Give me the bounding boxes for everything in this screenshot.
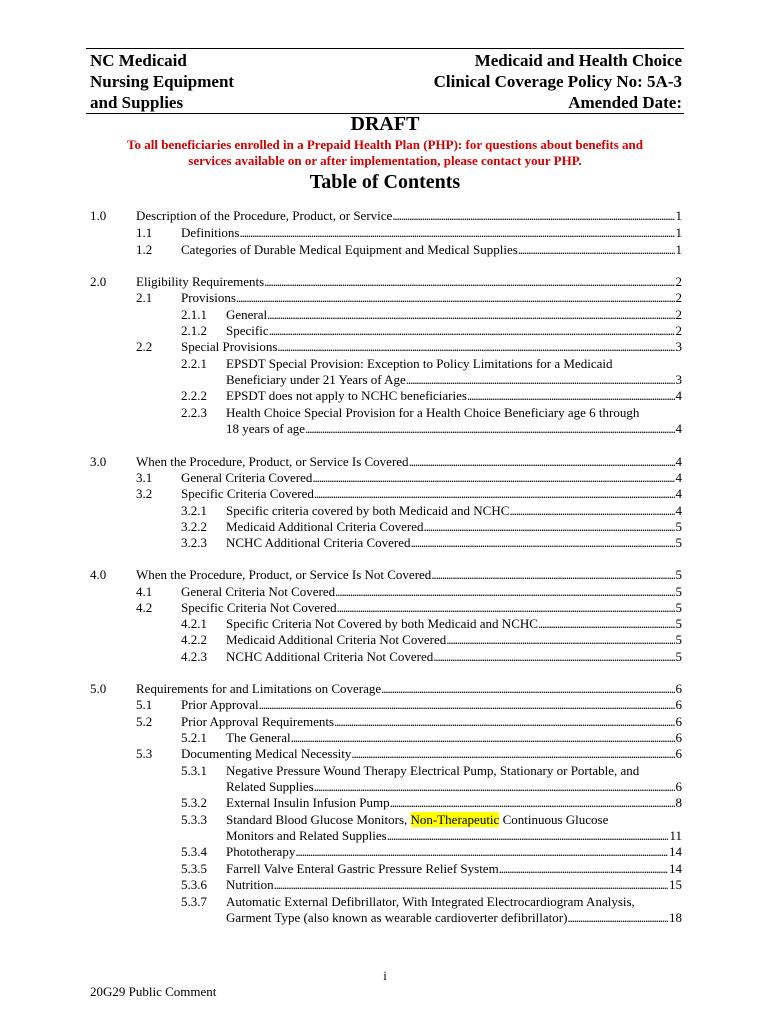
toc-title-text: Provisions <box>181 290 236 305</box>
toc-number: 5.3.7 <box>181 894 207 909</box>
toc-title: Table of Contents <box>309 171 461 193</box>
toc-entry-5-3-1-cont[interactable] <box>90 779 682 795</box>
toc-number: 2.2 <box>136 339 153 354</box>
toc-title-text: Specific criteria covered by both Medicaid and NCHC <box>226 503 510 518</box>
toc-entry-2-1[interactable] <box>90 290 682 306</box>
toc-leader <box>538 616 675 632</box>
toc-entry-2-2-3-cont[interactable] <box>90 421 682 437</box>
toc-title-text: Specific Criteria Not Covered by both Medicaid and NCHC <box>226 616 538 631</box>
toc-entry-2-2-2[interactable] <box>90 388 682 404</box>
toc-page: 1 <box>675 208 682 223</box>
toc-leader <box>567 910 668 926</box>
toc-page: 6 <box>675 779 682 794</box>
header-right-line: Medicaid and Health Choice <box>474 51 682 70</box>
toc-leader <box>467 388 675 404</box>
toc-entry-2-2-3[interactable] <box>90 405 682 421</box>
toc-number: 3.2 <box>136 486 153 501</box>
toc-title-text: EPSDT Special Provision: Exception to Policy Limitations for a Medicaid <box>226 356 613 371</box>
toc-title-text: Beneficiary under 21 Years of Age <box>226 372 406 387</box>
toc-leader <box>351 746 674 762</box>
toc-page: 4 <box>675 388 682 403</box>
header-left-line: NC Medicaid <box>90 51 187 70</box>
toc-page: 6 <box>675 697 682 712</box>
toc-number: 4.2.3 <box>181 649 207 664</box>
notice-line: services available on or after implementation, please contact your PHP. <box>188 153 582 168</box>
toc-leader <box>295 844 668 860</box>
toc-title-text: Garment Type (also known as wearable cardioverter defibrillator) <box>226 910 568 925</box>
toc-page: 18 <box>669 910 682 925</box>
toc-leader <box>305 421 674 437</box>
toc-entry-2-0[interactable] <box>90 274 682 290</box>
toc-leader <box>269 323 675 339</box>
toc-number: 2.2.1 <box>181 356 207 371</box>
toc-leader <box>409 454 675 470</box>
toc-page: 4 <box>675 421 682 436</box>
toc-entry-5-1[interactable] <box>90 697 682 713</box>
toc-page: 5 <box>675 584 682 599</box>
toc-entry-4-0[interactable] <box>90 567 682 583</box>
toc-entry-4-2-1[interactable] <box>90 616 682 632</box>
toc-entry-5-2[interactable] <box>90 714 682 730</box>
header-right <box>434 50 682 113</box>
footer-page-number: i <box>383 968 387 983</box>
header-right-line: Amended Date: <box>568 93 682 112</box>
toc-title-text: Health Choice Special Provision for a Health Choice Beneficiary age 6 through <box>226 405 640 420</box>
toc-number: 5.2 <box>136 714 153 729</box>
toc-title-text <box>226 812 608 828</box>
toc-page: 1 <box>675 242 682 257</box>
toc-entry-4-2-3[interactable] <box>90 649 682 665</box>
toc-number: 2.1.1 <box>181 307 207 322</box>
toc-number: 1.1 <box>136 225 153 240</box>
draft-label: DRAFT <box>350 113 420 135</box>
php-notice <box>90 137 680 169</box>
toc-number: 3.1 <box>136 470 153 485</box>
toc-number: 5.2.1 <box>181 730 207 745</box>
toc-title-text: Medicaid Additional Criteria Covered <box>226 519 424 534</box>
toc-title-text: Automatic External Defibrillator, With Integrated Electrocardiogram Analysis, <box>226 894 635 909</box>
toc-leader <box>387 828 669 844</box>
toc-title-text: 18 years of age <box>226 421 306 436</box>
toc-leader <box>390 795 675 811</box>
toc-leader <box>518 242 675 258</box>
toc-title-text: Negative Pressure Wound Therapy Electrical Pump, Stationary or Portable, and <box>226 763 640 778</box>
toc-leader <box>431 567 674 583</box>
notice-line: To all beneficiaries enrolled in a Prepaid Health Plan (PHP): for questions about benefits and <box>127 137 643 152</box>
toc-title-text: Specific Criteria Covered <box>181 486 314 501</box>
header-left-line: and Supplies <box>90 93 184 112</box>
toc-page: 11 <box>669 828 682 843</box>
toc-page: 2 <box>675 274 682 289</box>
toc-number: 4.2 <box>136 600 153 615</box>
toc-leader <box>314 486 675 502</box>
toc-page: 5 <box>675 632 682 647</box>
toc-entry-5-3-6[interactable] <box>90 877 682 893</box>
toc-leader <box>240 225 675 241</box>
toc-page: 14 <box>669 844 682 859</box>
toc-leader <box>446 632 674 648</box>
toc-title-text: Related Supplies <box>226 779 314 794</box>
toc-title-part: Continuous Glucose <box>499 812 609 827</box>
toc-title-text: EPSDT does not apply to NCHC beneficiaries <box>226 388 467 403</box>
toc-page: 2 <box>675 323 682 338</box>
toc-title-text: Prior Approval <box>181 697 259 712</box>
toc-number: 2.0 <box>90 274 107 289</box>
toc-entry-5-3-5[interactable] <box>90 861 682 877</box>
toc-title-text: Requirements for and Limitations on Coverage <box>136 681 382 696</box>
toc-number: 5.3.3 <box>181 812 207 827</box>
toc-title-text: Special Provisions <box>181 339 278 354</box>
header-left <box>90 50 234 113</box>
footer-document-id: 20G29 Public Comment <box>90 984 217 999</box>
toc-page: 6 <box>675 730 682 745</box>
toc-number: 3.0 <box>90 454 107 469</box>
toc-title-text: Categories of Durable Medical Equipment and Medical Supplies <box>181 242 518 257</box>
toc-number: 5.3 <box>136 746 153 761</box>
toc-title-text: The General <box>226 730 291 745</box>
toc-title-part: Standard Blood Glucose Monitors, <box>226 812 411 827</box>
toc-title-text: When the Procedure, Product, or Service Is Not Covered <box>136 567 432 582</box>
toc-entry-5-3-2[interactable] <box>90 795 682 811</box>
toc-entry-2-1-1[interactable] <box>90 307 682 323</box>
toc-entry-4-1[interactable] <box>90 584 682 600</box>
toc-title-text: NCHC Additional Criteria Not Covered <box>226 649 434 664</box>
toc-page: 15 <box>669 877 682 892</box>
header-right-line: Clinical Coverage Policy No: 5A-3 <box>433 72 682 91</box>
toc-entry-4-2[interactable] <box>90 600 682 616</box>
toc-page: 6 <box>675 714 682 729</box>
toc-leader <box>423 519 674 535</box>
toc-entry-3-2-1[interactable] <box>90 503 682 519</box>
toc-page: 5 <box>675 535 682 550</box>
toc-title-text: Description of the Procedure, Product, or Service <box>136 208 393 223</box>
toc-number: 2.2.2 <box>181 388 207 403</box>
toc-title-text: Specific <box>226 323 269 338</box>
toc-number: 4.2.2 <box>181 632 207 647</box>
toc-entry-2-2-1-cont[interactable] <box>90 372 682 388</box>
toc-page: 4 <box>675 486 682 501</box>
toc-number: 2.1.2 <box>181 323 207 338</box>
toc-entry-1-0[interactable] <box>90 208 682 224</box>
toc-number: 5.3.1 <box>181 763 207 778</box>
toc-leader <box>509 503 674 519</box>
toc-entry-3-0[interactable] <box>90 454 682 470</box>
toc-page: 5 <box>675 600 682 615</box>
toc-entry-5-3-3-cont[interactable] <box>90 828 682 844</box>
toc-leader <box>267 307 674 323</box>
toc-title-text: General <box>226 307 268 322</box>
toc-title-text: Farrell Valve Enteral Gastric Pressure Relief System <box>226 861 499 876</box>
toc-leader <box>406 372 675 388</box>
toc-entry-2-1-2[interactable] <box>90 323 682 339</box>
toc-entry-1-1[interactable] <box>90 225 682 241</box>
toc-entry-3-1[interactable] <box>90 470 682 486</box>
toc-leader <box>236 290 675 306</box>
toc-page: 14 <box>669 861 682 876</box>
toc-title-text: Medicaid Additional Criteria Not Covered <box>226 632 447 647</box>
toc-entry-5-3-4[interactable] <box>90 844 682 860</box>
policy-header <box>86 48 684 114</box>
toc-page: 5 <box>675 519 682 534</box>
toc-leader <box>433 649 674 665</box>
toc-page: 2 <box>675 307 682 322</box>
toc-page: 3 <box>675 372 682 387</box>
toc-title-text: Monitors and Related Supplies <box>226 828 387 843</box>
toc-page: 4 <box>675 454 682 469</box>
toc-number: 5.3.4 <box>181 844 207 859</box>
toc-title-text: External Insulin Infusion Pump <box>226 795 390 810</box>
toc-number: 4.2.1 <box>181 616 207 631</box>
toc-page: 4 <box>675 503 682 518</box>
toc-title-text: Nutrition <box>226 877 274 892</box>
toc-entry-5-3-7[interactable] <box>90 894 682 910</box>
toc-entry-5-3-3[interactable] <box>90 812 682 828</box>
toc-page: 8 <box>675 795 682 810</box>
toc-page: 5 <box>675 567 682 582</box>
toc-page: 2 <box>675 290 682 305</box>
toc-leader <box>337 600 675 616</box>
toc-number: 4.0 <box>90 567 107 582</box>
toc-title-text: General Criteria Not Covered <box>181 584 336 599</box>
toc-leader <box>277 339 674 355</box>
toc-number: 1.2 <box>136 242 153 257</box>
toc-entry-2-2[interactable] <box>90 339 682 355</box>
toc-title-text: When the Procedure, Product, or Service Is Covered <box>136 454 409 469</box>
toc-leader <box>264 274 674 290</box>
toc-number: 3.2.2 <box>181 519 207 534</box>
header-left-line: Nursing Equipment <box>90 72 235 91</box>
toc-entry-2-2-1[interactable] <box>90 356 682 372</box>
toc-leader <box>334 714 674 730</box>
toc-leader <box>274 877 668 893</box>
toc-page: 6 <box>675 746 682 761</box>
toc-entry-5-2-1[interactable] <box>90 730 682 746</box>
toc-leader <box>259 697 675 713</box>
toc-number: 5.1 <box>136 697 153 712</box>
toc-number: 5.3.6 <box>181 877 207 892</box>
toc-leader <box>335 584 674 600</box>
toc-number: 2.2.3 <box>181 405 207 420</box>
toc-leader <box>411 535 675 551</box>
toc-title-text: NCHC Additional Criteria Covered <box>226 535 411 550</box>
toc-number: 3.2.3 <box>181 535 207 550</box>
highlighted-text: Non-Therapeutic <box>410 812 500 827</box>
toc-title-text: Prior Approval Requirements <box>181 714 335 729</box>
toc-number: 5.3.5 <box>181 861 207 876</box>
toc-number: 3.2.1 <box>181 503 207 518</box>
toc-number: 5.3.2 <box>181 795 207 810</box>
toc-title-text: Phototherapy <box>226 844 296 859</box>
toc-number: 4.1 <box>136 584 153 599</box>
toc-entry-5-0[interactable] <box>90 681 682 697</box>
toc-page: 5 <box>675 649 682 664</box>
toc-number: 2.1 <box>136 290 153 305</box>
toc-number: 1.0 <box>90 208 107 223</box>
toc-title-text: Specific Criteria Not Covered <box>181 600 337 615</box>
toc-entry-4-2-2[interactable] <box>90 632 682 648</box>
toc-entry-5-3-7-cont[interactable] <box>90 910 682 926</box>
toc-entry-5-3-1[interactable] <box>90 763 682 779</box>
toc-leader <box>392 208 674 224</box>
toc-leader <box>381 681 674 697</box>
toc-leader <box>314 779 675 795</box>
toc-page: 3 <box>675 339 682 354</box>
toc-title-text: General Criteria Covered <box>181 470 313 485</box>
toc-page: 6 <box>675 681 682 696</box>
toc-leader <box>291 730 675 746</box>
toc-title-text: Eligibility Requirements <box>136 274 265 289</box>
toc-leader <box>499 861 668 877</box>
toc-entry-1-2[interactable] <box>90 242 682 258</box>
toc-page: 4 <box>675 470 682 485</box>
toc-entry-3-2[interactable] <box>90 486 682 502</box>
toc-number: 5.0 <box>90 681 107 696</box>
toc-page: 5 <box>675 616 682 631</box>
toc-leader <box>312 470 674 486</box>
toc-page: 1 <box>675 225 682 240</box>
toc-entry-5-3[interactable] <box>90 746 682 762</box>
toc-entry-3-2-2[interactable] <box>90 519 682 535</box>
toc-entry-3-2-3[interactable] <box>90 535 682 551</box>
toc-title-text: Documenting Medical Necessity <box>181 746 352 761</box>
toc-title-text: Definitions <box>181 225 240 240</box>
